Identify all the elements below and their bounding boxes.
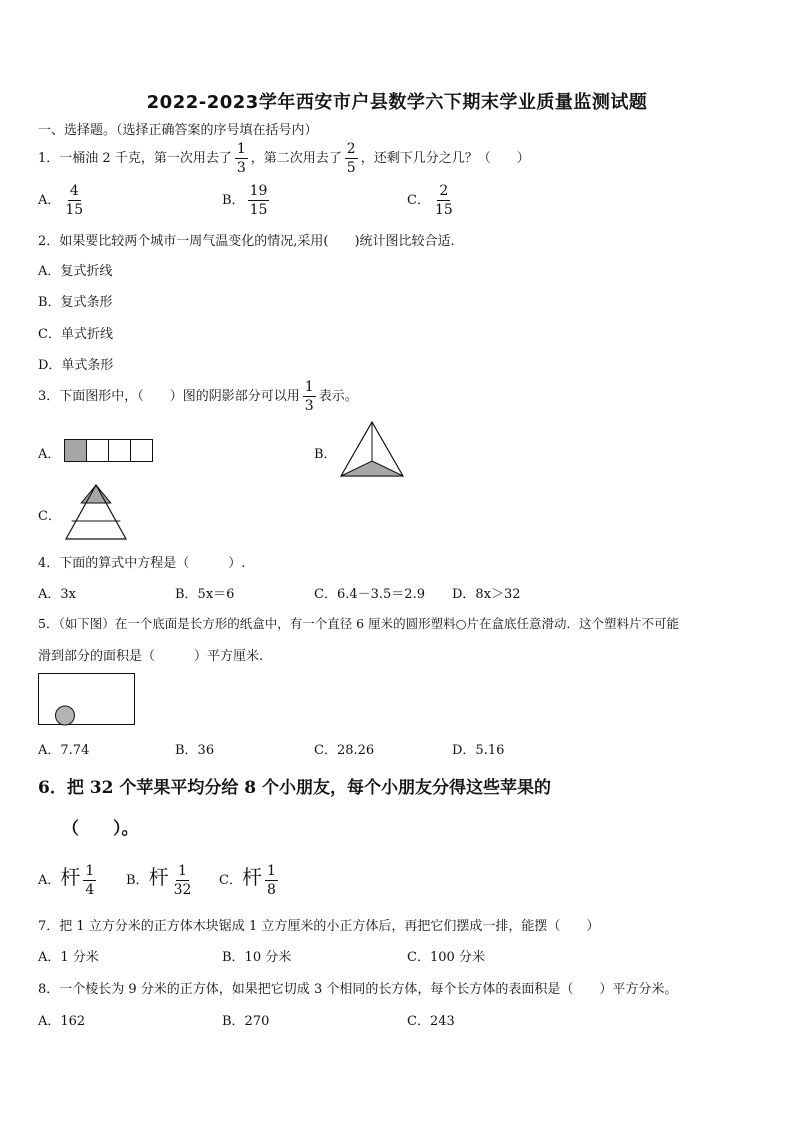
question-5-cont: 滑到部分的面积是（ ）平方厘米. [38, 649, 264, 664]
q5-option-a[interactable]: A．7.74 [38, 743, 90, 758]
q3-option-b[interactable]: B． [314, 447, 337, 462]
question-4: 4．下面的算式中方程是（ ）. [38, 556, 246, 571]
question-6: 6．把 32 个苹果平均分给 8 个小朋友，每个小朋友分得这些苹果的 [38, 778, 551, 798]
q2-option-a[interactable]: A．复式折线 [38, 264, 113, 279]
q5-option-c[interactable]: C．28.26 [314, 743, 375, 758]
layered-triangle-figure [65, 484, 127, 540]
q2-option-d[interactable]: D．单式条形 [38, 358, 114, 373]
bar-figure [64, 439, 154, 463]
q3-option-a[interactable]: A． [38, 447, 61, 462]
q7-option-b[interactable]: B．10 分米 [222, 950, 292, 965]
question-2: 2．如果要比较两个城市一周气温变化的情况,采用( )统计图比较合适. [38, 234, 455, 249]
q4-option-d[interactable]: D．8x＞32 [452, 587, 521, 602]
q5-option-d[interactable]: D．5.16 [452, 743, 505, 758]
q8-option-b[interactable]: B．270 [222, 1014, 270, 1029]
question-3: 3．下面图形中，（ ）图的阴影部分可以用 $\frac{1}{3}$ 表示。 [38, 379, 358, 414]
q1-option-a[interactable]: A． $\frac{4}{15}$ [38, 183, 84, 218]
q4-option-a[interactable]: A．3x [38, 587, 76, 602]
question-text: ，还剩下几分之几？（ ） [360, 151, 530, 166]
page-title: 2022-2023学年西安市户县数学六下期末学业质量监测试题 [146, 92, 648, 113]
triangle-figure [340, 421, 404, 477]
q7-option-a[interactable]: A．1 分米 [38, 950, 99, 965]
question-text: ，第二次用去了 [250, 151, 342, 166]
box-circle-figure [38, 673, 136, 727]
question-5: 5．（如下图）在一个底面是长方形的纸盒中，有一个直径 6 厘米的圆形塑料○片在盒底任意滑动．这个塑料片不可能 [38, 616, 680, 631]
fraction: $\frac{1}{3}$ [304, 379, 314, 414]
q4-option-b[interactable]: B．5x＝6 [175, 587, 235, 602]
q6-option-b[interactable]: B．杆 $\frac{1}{32}$ [126, 863, 192, 898]
q1-option-b[interactable]: B． $\frac{19}{15}$ [222, 183, 268, 218]
q1-option-c[interactable]: C． $\frac{2}{15}$ [407, 183, 453, 218]
q7-option-c[interactable]: C．100 分米 [407, 950, 485, 965]
question-number: 1． [38, 151, 60, 166]
fraction: $\frac{1}{3}$ [236, 141, 246, 176]
question-7: 7．把 1 立方分米的正方体木块锯成 1 立方厘米的小正方体后，再把它们摆成一排，能摆（ ） [38, 919, 600, 934]
question-6-cont: （ ）。 [62, 819, 139, 839]
section-heading: 一、选择题。（选择正确答案的序号填在括号内） [38, 123, 318, 138]
q8-option-a[interactable]: A．162 [38, 1014, 86, 1029]
q5-option-b[interactable]: B．36 [175, 743, 215, 758]
q2-option-c[interactable]: C．单式折线 [38, 327, 113, 342]
question-text: 一桶油 2 千克，第一次用去了 [59, 151, 232, 166]
q3-option-c[interactable]: C． [38, 509, 61, 524]
q4-option-c[interactable]: C．6.4－3.5＝2.9 [314, 587, 425, 602]
question-1 [38, 142, 530, 176]
q6-option-c[interactable]: C．杆 $\frac{1}{8}$ [219, 863, 276, 898]
question-8: 8．一个棱长为 9 分米的正方体，如果把它切成 3 个相同的长方体，每个长方体的表面积是（ ）平方分米。 [38, 982, 678, 997]
q2-option-b[interactable]: B．复式条形 [38, 295, 113, 310]
q6-option-a[interactable]: A．杆 $\frac{1}{4}$ [38, 863, 95, 898]
fraction: $\frac{2}{5}$ [346, 141, 356, 176]
q8-option-c[interactable]: C．243 [407, 1014, 455, 1029]
